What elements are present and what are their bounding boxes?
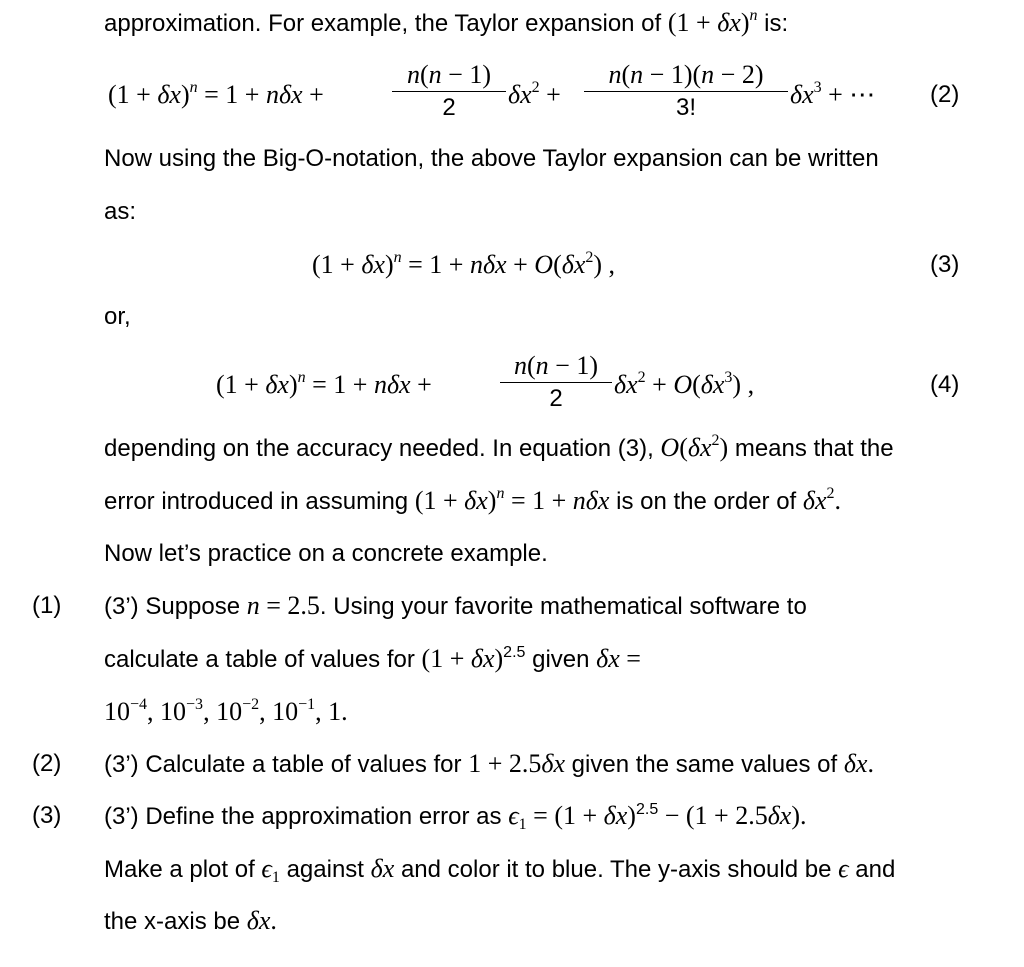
item-1-line2-b: given xyxy=(525,646,597,673)
para2-line1 xyxy=(104,433,894,464)
eq4-number: (4) xyxy=(930,371,960,398)
eq2-number: (2) xyxy=(930,81,960,108)
para2-line3: Now let’s practice on a concrete example. xyxy=(104,540,548,567)
eq4-lhs: $(1 + \delta x)^n = 1 + n\delta x$ + xyxy=(216,369,432,399)
item-3-line3 xyxy=(104,906,277,937)
para1-line2: as: xyxy=(104,198,137,225)
eq4-rhs: $\delta x^2 + O(\delta x^3)$ , xyxy=(614,369,755,399)
eq2-frac1 xyxy=(392,60,506,123)
item-1-number: (1) xyxy=(32,592,62,619)
item-2-line1-math: 1 + 2.5δx xyxy=(468,749,565,778)
eq2-frac2-numerator: n(n − 1)(n − 2) xyxy=(608,60,764,89)
para2-line2-a: error introduced in assuming xyxy=(104,488,415,515)
item-3-line2-b: against xyxy=(279,856,371,883)
eq2-frac1-denominator: 2 xyxy=(442,94,456,121)
intro-text-b: is: xyxy=(757,10,789,37)
item-3-number: (3) xyxy=(32,802,62,829)
para2-line2-math2: $\delta x^2$. xyxy=(802,485,842,515)
item-3-line3-math: δx. xyxy=(246,906,277,935)
or-text: or, xyxy=(104,303,131,330)
eq2-term2: $\delta x^2$ + xyxy=(508,79,561,109)
para2-line1-a: depending on the accuracy needed. In equation (3), xyxy=(104,435,661,462)
item-3-line1-math-b: − (1 + 2.5δx). xyxy=(658,801,807,830)
intro-text-a: approximation. For example, the Taylor expansion of xyxy=(104,10,668,37)
item-3-line2-math: $\epsilon_1$ xyxy=(261,854,280,886)
item-3-line2-math3: ϵ xyxy=(838,854,849,883)
item-3-line2-a: Make a plot of xyxy=(104,856,262,883)
item-1-line1 xyxy=(104,591,807,622)
item-1-line2-a: calculate a table of values for xyxy=(104,646,422,673)
item-1-line2-math: (1 + δx) xyxy=(421,644,504,673)
eq4-frac-numerator: n(n − 1) xyxy=(514,351,598,380)
para1-line1: Now using the Big-O-notation, the above Taylor expansion can be written xyxy=(104,145,879,172)
para2-line1-math: $O(\delta x^2)$ xyxy=(660,432,729,462)
para2-line2 xyxy=(104,486,841,517)
item-2-line1-a: (3’) Calculate a table of values for xyxy=(104,751,469,778)
para2-line2-b: is on the order of xyxy=(609,488,803,515)
item-3-line2-c: and color it to blue. The y-axis should be xyxy=(394,856,839,883)
eq2-frac2 xyxy=(584,60,788,123)
item-3-line3-a: the x-axis be xyxy=(104,908,247,935)
eq3-expression: $(1 + \delta x)^n = 1 + n\delta x + O(\delta x^2)$ , xyxy=(312,249,616,279)
eq4-frac xyxy=(500,351,612,414)
item-1-line2-exp: 2.5 xyxy=(503,644,526,661)
item-1-line2-math2: δx = xyxy=(596,644,641,673)
item-1-line3-math: $10^{-4}$, $10^{-3}$, $10^{-2}$, $10^{-1}$, 1. xyxy=(104,696,348,726)
eq2-term3: $\delta x^3$ + ⋯ xyxy=(790,79,876,109)
item-3-line1-exp: 2.5 xyxy=(635,801,659,818)
item-1-line2 xyxy=(104,644,641,675)
eq3-number: (3) xyxy=(930,251,960,278)
eq2-frac1-numerator: n(n − 1) xyxy=(407,60,491,89)
item-1-line3 xyxy=(104,697,348,728)
item-1-line1-a: (3’) Suppose xyxy=(104,593,247,620)
eq2-frac2-denominator: 3! xyxy=(675,94,696,121)
item-3-line2 xyxy=(104,854,895,885)
item-2-number: (2) xyxy=(32,750,62,777)
item-3-line2-math2: δx xyxy=(370,854,395,883)
item-3-line1 xyxy=(104,801,807,832)
item-3-line1-math: $\epsilon_1 = (1 + \delta x)$ xyxy=(508,801,636,833)
item-3-line2-d: and xyxy=(848,856,896,883)
intro-line xyxy=(104,8,788,39)
para2-line2-math: $(1 + \delta x)^n = 1 + n\delta x$ xyxy=(414,485,610,515)
item-1-line1-math: n = 2.5 xyxy=(246,591,320,620)
item-2-line1 xyxy=(104,749,874,780)
eq2-lhs: $(1 + \delta x)^n = 1 + n\delta x$ + xyxy=(108,79,324,109)
item-3-line1-a: (3’) Define the approximation error as xyxy=(104,803,509,830)
para2-line1-b: means that the xyxy=(728,435,894,462)
item-1-line1-b: . Using your favorite mathematical software to xyxy=(319,593,807,620)
intro-math: $(1 + \delta x)^n$ xyxy=(667,7,758,37)
eq4-frac-denominator: 2 xyxy=(549,385,563,412)
item-2-line1-math2: δx. xyxy=(843,749,874,778)
item-2-line1-b: given the same values of xyxy=(565,751,844,778)
